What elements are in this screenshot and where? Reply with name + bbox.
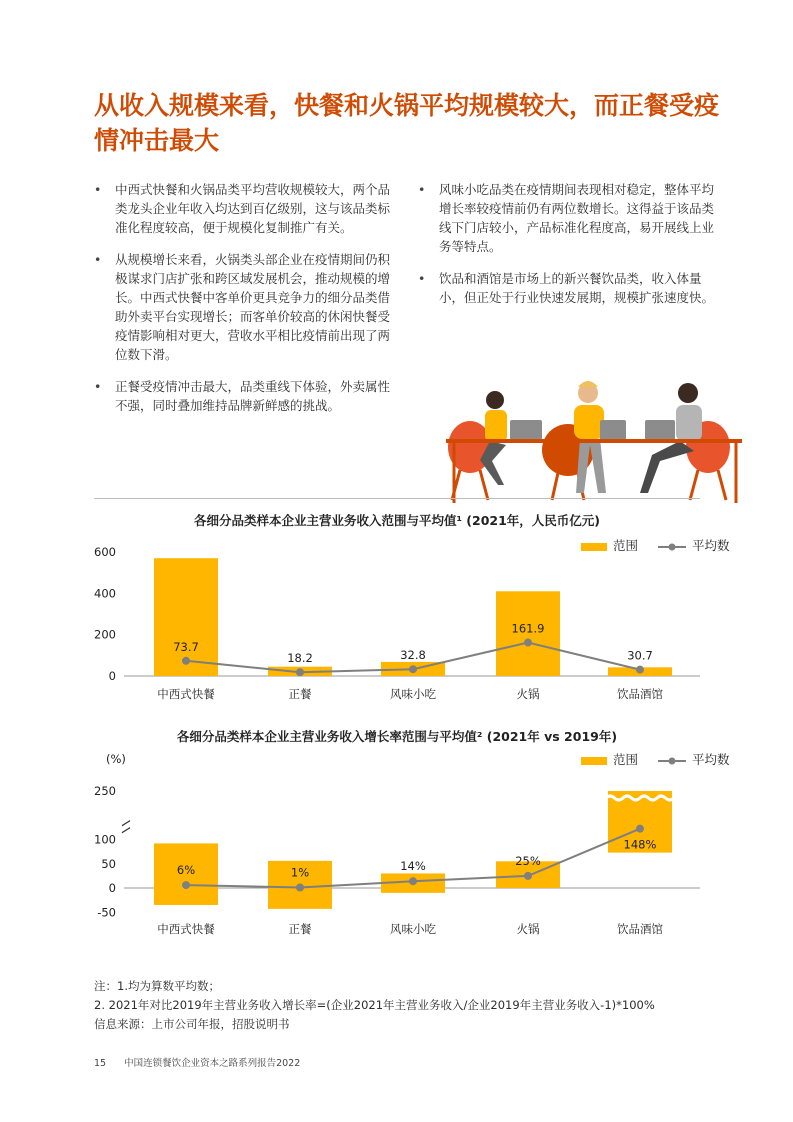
page-number: 15 xyxy=(94,1058,107,1069)
x-tick-label: 饮品酒馆 xyxy=(617,687,663,701)
x-tick-label: 风味小吃 xyxy=(390,687,436,701)
bullet-list-right xyxy=(418,180,718,320)
x-tick-label: 正餐 xyxy=(288,687,312,701)
x-tick-label: 正餐 xyxy=(288,922,312,936)
data-label: 18.2 xyxy=(287,651,313,666)
x-tick-label: 中西式快餐 xyxy=(157,922,215,936)
data-label: 1% xyxy=(290,865,310,880)
chart1-svg xyxy=(0,540,793,705)
data-label: 161.9 xyxy=(511,621,545,636)
average-point xyxy=(409,665,417,673)
data-label: 25% xyxy=(515,853,541,868)
average-point xyxy=(636,666,644,674)
axis-break-icon xyxy=(122,821,130,833)
y-tick-label: 200 xyxy=(94,627,116,642)
footnotes xyxy=(94,977,655,1034)
y-axis-label: (%) xyxy=(106,752,126,766)
legend-range: 范围 xyxy=(581,536,638,554)
bullet-item: • 风味小吃品类在疫情期间表现相对稳定，整体平均增长率较疫情前仍有两位数增长。这得益于该品类线下门店较小，产品标准化程度高，易开展线上业务等特点。 xyxy=(418,180,718,256)
page-footer xyxy=(94,1055,300,1069)
y-tick-label: -50 xyxy=(97,905,116,920)
x-tick-label: 风味小吃 xyxy=(390,922,436,936)
y-tick-label: 600 xyxy=(94,545,116,559)
table-icon xyxy=(446,439,742,443)
bullet-item: • 正餐受疫情冲击最大，品类重线下体验，外卖属性不强，同时叠加维持品牌新鲜感的挑战。 xyxy=(94,377,394,415)
data-label: 148% xyxy=(623,837,657,852)
footnote: 信息来源：上市公司年报，招股说明书 xyxy=(94,1017,290,1031)
average-point xyxy=(409,877,417,885)
average-point xyxy=(636,825,644,833)
average-point xyxy=(296,668,304,676)
chart2-title: 各细分品类样本企业主营业务收入增长率范围与平均值² (2021年 vs 2019年) xyxy=(176,729,618,744)
meeting-illustration xyxy=(440,375,745,505)
bullet-item: • 饮品和酒馆是市场上的新兴餐饮品类，收入体量小，但正处于行业快速发展期，规模扩张速度快。 xyxy=(418,269,718,307)
footnote: 注：1.均为算数平均数； xyxy=(94,979,220,993)
average-point xyxy=(524,872,532,880)
bullet-item: • 中西式快餐和火锅品类平均营收规模较大，两个品类龙头企业年收入均达到百亿级别，这与该品类标准化程度较高，便于规模化复制推广有关。 xyxy=(94,180,394,237)
chart2-svg xyxy=(0,745,793,945)
data-label: 32.8 xyxy=(400,648,426,663)
bullet-list-left xyxy=(94,180,394,428)
data-label: 6% xyxy=(176,863,196,878)
y-tick-label: 0 xyxy=(108,881,116,895)
legend-average: 平均数 xyxy=(658,536,730,554)
section-divider xyxy=(94,498,700,499)
average-point xyxy=(296,884,304,892)
page-title: 从收入规模来看，快餐和火锅平均规模较大，而正餐受疫情冲击最大 xyxy=(94,91,720,155)
y-tick-label: 100 xyxy=(94,832,116,847)
chart1-title: 各细分品类样本企业主营业务收入范围与平均值¹ (2021年，人民币亿元) xyxy=(193,513,601,528)
data-label: 14% xyxy=(400,859,426,874)
x-tick-label: 火锅 xyxy=(516,922,540,936)
x-tick-label: 火锅 xyxy=(516,687,540,701)
bullet-item: • 从规模增长来看，火锅类头部企业在疫情期间仍积极谋求门店扩张和跨区域发展机会，推动规模的增长。中西式快餐中客单价更具竞争力的细分品类借助外卖平台实现增长；而客单价较高的休闲快餐受疫情影响相对更大，营收水平相比疫情前出现了两位数下滑。 xyxy=(94,250,394,364)
y-tick-label: 50 xyxy=(101,856,116,871)
average-point xyxy=(182,657,190,665)
average-point xyxy=(182,881,190,889)
average-point xyxy=(524,639,532,647)
legend-range: 范围 xyxy=(581,750,638,768)
data-label: 73.7 xyxy=(173,639,199,654)
x-tick-label: 中西式快餐 xyxy=(157,687,215,701)
footnote: 2. 2021年对比2019年主营业务收入增长率=(企业2021年主营业务收入/企业2019年主营业务收入-1)*100% xyxy=(94,998,655,1012)
y-tick-label: 400 xyxy=(94,586,116,601)
y-tick-label: 0 xyxy=(108,669,116,683)
legend-average: 平均数 xyxy=(658,750,730,768)
x-tick-label: 饮品酒馆 xyxy=(617,922,663,936)
y-tick-label: 250 xyxy=(94,784,116,798)
report-name: 中国连锁餐饮企业资本之路系列报告2022 xyxy=(124,1058,301,1069)
data-label: 30.7 xyxy=(627,648,653,663)
